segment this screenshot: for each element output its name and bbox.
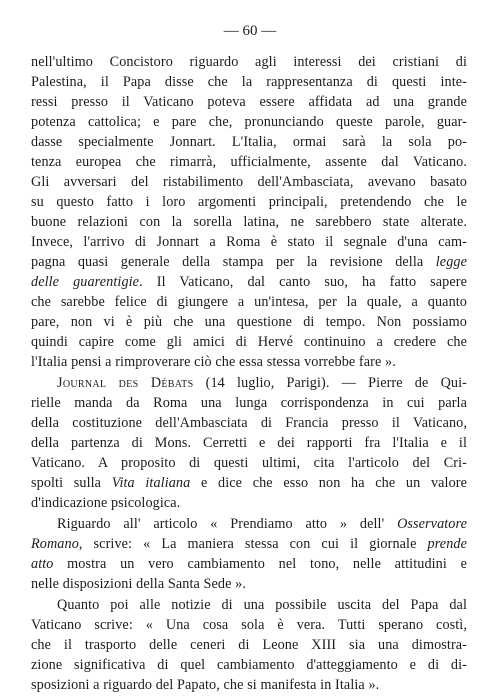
text-run: mostra un vero cambiamento nel tono, nelle attitudini e: [53, 556, 467, 572]
italic-run: legge: [435, 254, 467, 270]
text-line: nell'ultimo Concistoro riguardo agli interessi dei cristiani di: [31, 54, 467, 70]
text-line: che sarebbe felice di giungere a un'intesa, per la quale, a quanto: [31, 294, 467, 310]
text-line: [31, 473, 467, 493]
text-line: [31, 272, 467, 292]
text-line: Gli avversari del ristabilimento dell'Ambasciata, avevano basato: [31, 174, 467, 190]
italic-run: prende: [427, 536, 467, 552]
italic-run: atto: [31, 556, 54, 572]
text-line: [31, 252, 467, 272]
text-line: quindi capire come gli amici di Hervé continuino a credere che: [31, 334, 467, 350]
text-run: Riguardo all' articolo « Prendiamo atto » dell': [57, 516, 398, 532]
text-run: . Il Vaticano, dal canto suo, ha fatto sapere: [139, 274, 467, 290]
text-line: rielle manda da Roma una lunga corrispondenza in cui parla: [31, 395, 467, 411]
page-number: — 60 —: [223, 23, 277, 39]
text-line: che il trasporto delle ceneri di Leone XIII sia una dimostra-: [31, 637, 467, 653]
text-line: zione significativa di quel cambiamento d'atteggiamento e di di-: [31, 657, 467, 673]
text-run: pagna quasi generale della stampa per la revisione della: [31, 254, 436, 270]
text-run: spolti sulla: [31, 475, 112, 491]
text-line: Invece, l'arrivo di Jonnart a Roma è stato il segnale d'una cam-: [31, 234, 467, 250]
italic-run: Osservatore: [397, 516, 467, 532]
text-line: buone relazioni con la sorella latina, ne sarebbero state alterate.: [31, 214, 467, 230]
text-line: [57, 514, 467, 534]
text-line: Vaticano scrive: « Una cosa sola è vera. Tutti sperano costì,: [31, 617, 467, 633]
text-line: potenza cattolica; e pare che, pronunciando queste parole, guar-: [31, 114, 467, 130]
text-line: sposizioni a riguardo del Papato, che si manifesta in Italia ».: [31, 677, 380, 693]
text-line: d'indicazione psicologica.: [31, 495, 181, 511]
text-line: [31, 534, 467, 554]
italic-run: Vita italiana: [111, 475, 191, 491]
text-line: Vaticano. A proposito di questi ultimi, cita l'articolo del Cri-: [31, 455, 467, 471]
text-line: tenza europea che rimarrà, ufficialmente, assente dal Vaticano.: [31, 154, 467, 170]
text-run: e dice che esso non ha che un valore: [190, 475, 467, 491]
text-line: su questo fatto i loro argomenti principali, pretendendo che le: [31, 194, 467, 210]
text-run: (14 luglio, Parigi). — Pierre de Qui-: [193, 375, 467, 391]
journal-title: Journal des Débats: [57, 375, 194, 391]
text-line: della costituzione dell'Ambasciata di Francia presso il Vaticano,: [31, 415, 467, 431]
text-line: Quanto poi alle notizie di una possibile uscita del Papa dal: [57, 597, 467, 613]
text-line: pare, non vi è più che una questione di tempo. Non possiamo: [31, 314, 467, 330]
text-line: [31, 554, 467, 574]
text-line: della partenza di Mons. Cerretti e dei rapporti fra l'Italia e il: [31, 435, 467, 451]
text-line: [57, 373, 467, 393]
text-run: , scrive: « La maniera stessa con cui il giornale: [78, 536, 428, 552]
italic-run: Romano: [31, 536, 79, 552]
text-line: nelle disposizioni della Santa Sede ».: [31, 576, 246, 592]
text-line: dasse specialmente Jonnart. L'Italia, ormai sarà la sola po-: [31, 134, 467, 150]
text-line: l'Italia pensi a rimproverare ciò che essa stessa vorrebbe fare ».: [31, 354, 396, 370]
text-line: ressi presso il Vaticano poteva essere affidata ad una grande: [31, 94, 467, 110]
italic-run: delle guarentigie: [31, 274, 140, 290]
text-line: Palestina, il Papa disse che la rappresentanza di questi inte-: [31, 74, 467, 90]
